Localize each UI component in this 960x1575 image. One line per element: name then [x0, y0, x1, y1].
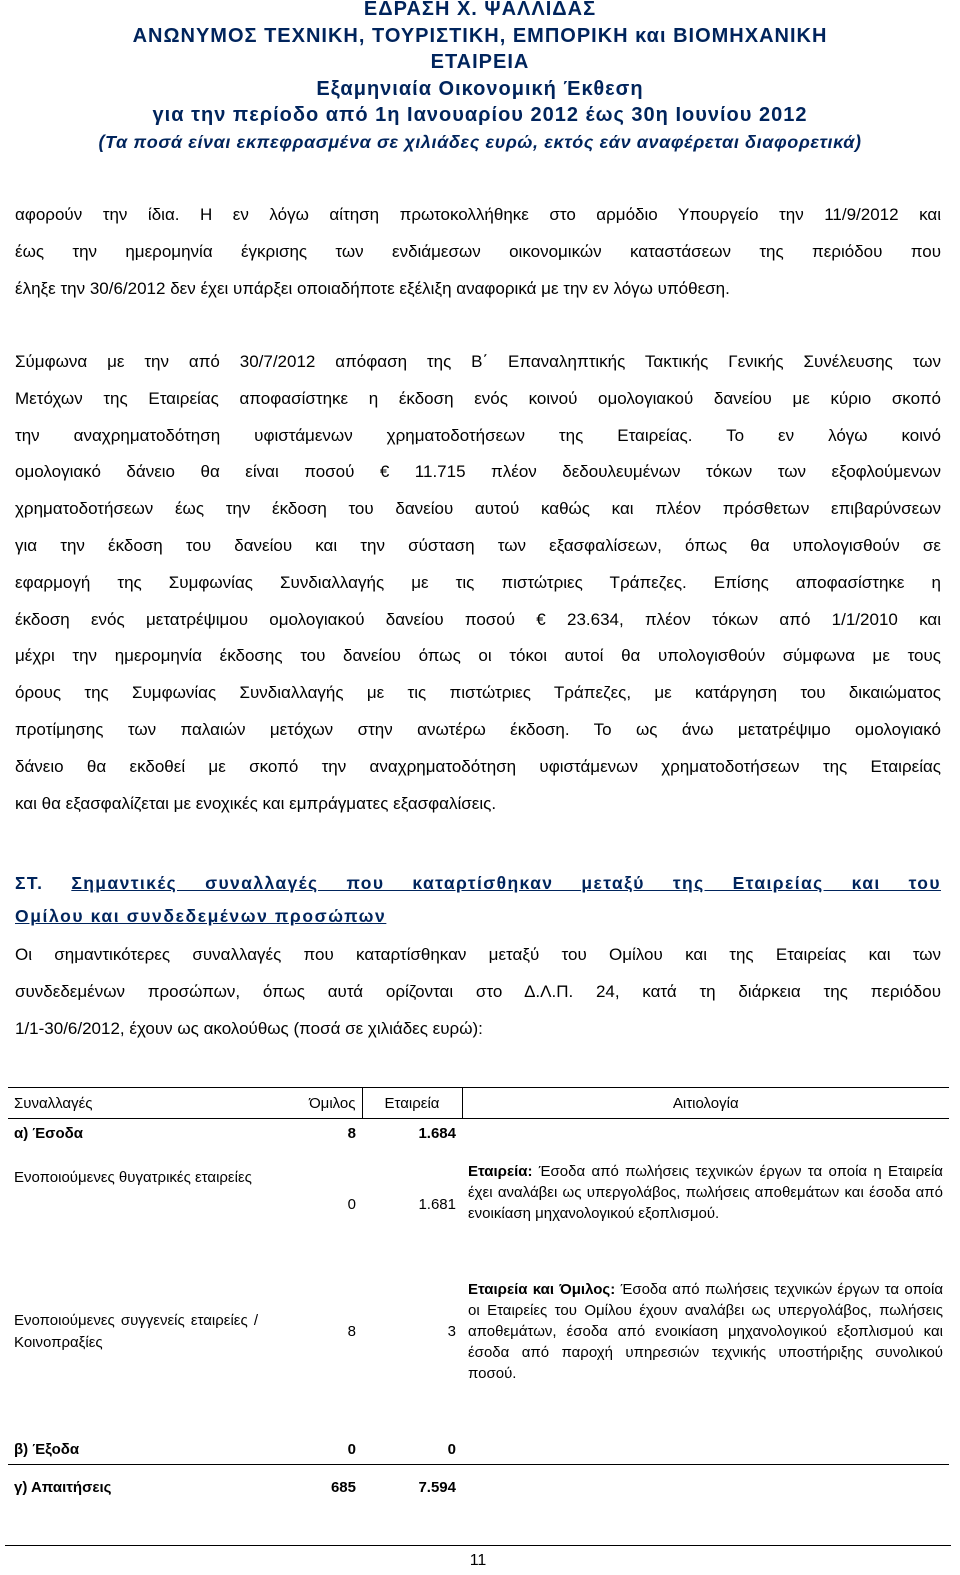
table-row — [8, 1403, 949, 1465]
section-title-line1: Σημαντικές συναλλαγές που καταρτίσθηκαν μεταξύ της Εταιρείας και του — [71, 873, 941, 893]
company-value: 1.681 — [418, 1196, 456, 1213]
page-footer — [5, 1545, 951, 1575]
group-value: 8 — [347, 1125, 356, 1143]
company-value: 1.684 — [418, 1125, 456, 1143]
para2-line: Μετόχων της Εταιρείας αποφασίστηκε η έκδοση ενός κοινού ομολογιακού δανείου με κύριο σκοπό — [15, 388, 941, 408]
row-label: Ενοποιούμενες συγγενείς εταιρείες / Κοινοπραξίες — [14, 1311, 258, 1351]
row-label: γ) Απαιτήσεις — [8, 1465, 264, 1511]
para2-line: εφαρμογή της Συμφωνίας Συνδιαλλαγής με τις πιστώτριες Τράπεζες. Επίσης αποφασίστηκε η — [15, 572, 941, 592]
para2-line: ομολογιακό δάνειο θα είναι ποσού € 11.715 πλέον δεδουλευμένων τόκων των εξοφλούμενων — [15, 462, 941, 482]
para2-line: όρους της Συμφωνίας Συνδιαλλαγής με τις πιστώτριες Τράπεζες, με κατάργηση του δικαιώματος — [15, 683, 941, 703]
para2-line: για την έκδοση του δανείου και την σύσταση των εξασφαλίσεων, όπως θα υπολογισθούν σε — [15, 535, 941, 555]
para2-line: την αναχρηματοδότηση υφιστάμενων χρηματοδοτήσεων της Εταιρείας. Το εν λόγω κοινό — [15, 425, 941, 445]
para2-line: χρηματοδοτήσεων έως την έκδοση του δανείου αυτού καθώς και πλέον πρόσθετων επιβαρύνσεων — [15, 499, 941, 519]
company-type: ΑΝΩΝΥΜΟΣ ΤΕΧΝΙΚΗ, ΤΟΥΡΙΣΤΙΚΗ, ΕΜΠΟΡΙΚΗ και ΒΙΟΜΗΧΑΝΙΚΗ — [132, 24, 828, 47]
col-header: Εταιρεία — [362, 1088, 462, 1119]
para2-line: δάνειο θα εκδοθεί με σκοπό την αναχρηματοδότηση υφιστάμενων χρηματοδοτήσεων της Εταιρείας — [15, 756, 941, 776]
para2-line: Σύμφωνα με την από 30/7/2012 απόφαση της Β΄ Επαναληπτικής Τακτικής Γενικής Συνέλευσης των — [15, 352, 941, 371]
note-text: Έσοδα από πωλήσεις τεχνικών έργων τα οποία η Εταιρεία έχει αναλάβει ως υπεργολάβος, πωλήσεις αποθεμάτων και έσοδα από ενοικίαση μηχανολογικού εξοπλισμού. — [468, 1162, 943, 1222]
col-header: Όμιλος — [264, 1088, 362, 1119]
section-title-line2: Ομίλου και συνδεδεμένων προσώπων — [15, 906, 387, 926]
company-value: 7.594 — [362, 1465, 462, 1511]
paragraph-3 — [15, 937, 941, 1047]
group-value: 0 — [347, 1196, 356, 1213]
para3-line: 1/1-30/6/2012, έχουν ως ακολούθως (ποσά σε χιλιάδες ευρώ): — [15, 1018, 483, 1038]
note-emphasis: Εταιρεία: — [468, 1162, 533, 1180]
document-header — [0, 0, 960, 155]
col-header: Συναλλαγές — [8, 1088, 264, 1119]
paragraph-1 — [15, 197, 941, 307]
group-value: 8 — [347, 1323, 356, 1340]
table-row — [8, 1119, 949, 1149]
row-label: α) Έσοδα — [14, 1125, 83, 1143]
row-note — [462, 1261, 949, 1403]
para2-line: μέχρι την ημερομηνία έκδοσης του δανείου όπως οι τόκοι αυτοί θα υπολογισθούν σύμφωνα με τους — [15, 646, 941, 666]
table-row — [8, 1261, 949, 1403]
company-value: 0 — [447, 1441, 456, 1458]
col-header: Αιτιολογία — [462, 1088, 949, 1119]
currency-note: (Τα ποσά είναι εκπεφρασμένα σε χιλιάδες ευρώ, εκτός εάν αναφέρεται διαφορετικά) — [98, 131, 862, 152]
group-value: 0 — [347, 1441, 356, 1458]
row-label: β) Έξοδα — [14, 1441, 80, 1458]
para2-line: έκδοση ενός μετατρέψιμου ομολογιακού δανείου ποσού € 23.634, πλέον τόκων από 1/1/2010 και — [15, 609, 941, 629]
section-heading — [15, 868, 941, 934]
section-number: ΣΤ. — [15, 873, 44, 893]
para3-line: συνδεδεμένων προσώπων, όπως αυτά ορίζονται στο Δ.Λ.Π. 24, κατά τη διάρκεια της περιόδου — [15, 981, 941, 1001]
page-number: 11 — [469, 1552, 487, 1569]
row-label: Ενοποιούμενες θυγατρικές εταιρείες — [14, 1168, 252, 1186]
report-period: για την περίοδο από 1η Ιανουαρίου 2012 έως 30η Ιουνίου 2012 — [152, 104, 808, 126]
related-party-table — [8, 1087, 949, 1511]
company-name: ΕΔΡΑΣΗ Χ. ΨΑΛΛΙΔΑΣ — [363, 0, 597, 20]
para2-line: προτίμησης των παλαιών μετόχων στην ανωτέρω έκδοση. Το ως άνω μετατρέψιμο ομολογιακό — [15, 719, 941, 739]
para2-line: και θα εξασφαλίζεται με ενοχικές και εμπράγματες εξασφαλίσεις. — [15, 793, 497, 813]
paragraph-2 — [15, 344, 941, 822]
table-row — [8, 1149, 949, 1261]
group-value: 685 — [264, 1465, 362, 1511]
table-row — [8, 1465, 949, 1511]
table-header-row — [8, 1088, 949, 1119]
para1-line: αφορούν την ίδια. Η εν λόγω αίτηση πρωτοκολλήθηκε στο αρμόδιο Υπουργείο την 11/9/2012 και — [15, 205, 941, 224]
para1-line: έως την ημερομηνία έγκρισης των ενδιάμεσων οικονομικών καταστάσεων της περιόδου που — [15, 241, 941, 261]
report-title: Εξαμηνιαία Οικονομική Έκθεση — [316, 77, 644, 100]
row-note — [462, 1149, 949, 1261]
para3-line: Οι σημαντικότερες συναλλαγές που καταρτίσθηκαν μεταξύ του Ομίλου και της Εταιρείας και των — [15, 945, 941, 964]
company-type-cont: ΕΤΑΙΡΕΙΑ — [430, 51, 530, 73]
note-emphasis: Εταιρεία και Όμιλος: — [468, 1281, 616, 1298]
note-text: Έσοδα από πωλήσεις τεχνικών έργων τα οποία οι Εταιρείες του Ομίλου έχουν αναλάβει ως υπεργολάβος, πωλήσεις αποθεμάτων, έσοδα από ενοικίαση μηχανολογικού εξοπλισμού και έσοδα από παροχή υπηρεσιών τεχνικής υποστήριξης συνολικού ποσού. — [468, 1281, 943, 1382]
para1-line: έληξε την 30/6/2012 δεν έχει υπάρξει οποιαδήποτε εξέλιξη αναφορικά με την εν λόγω υπόθεση. — [15, 278, 730, 298]
company-value: 3 — [447, 1323, 456, 1340]
